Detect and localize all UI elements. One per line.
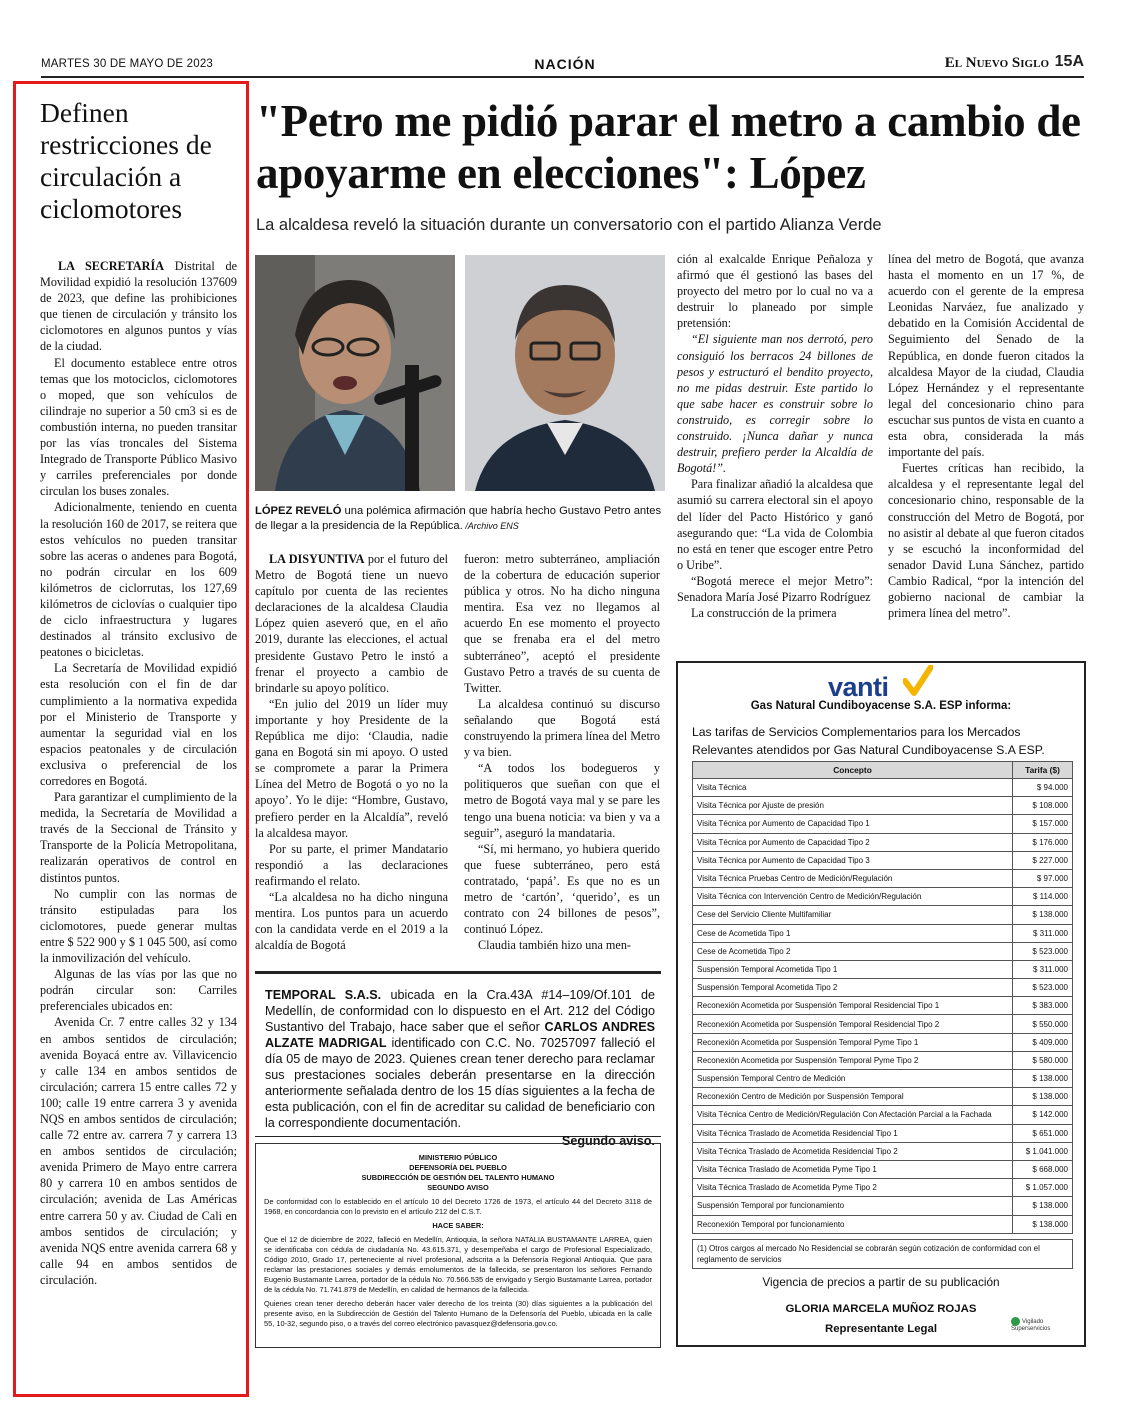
superservicios-icon xyxy=(1011,1317,1020,1326)
tariff-row xyxy=(693,997,1073,1015)
signer-role: Representante Legal xyxy=(824,1323,938,1335)
photo-caption: LÓPEZ REVELÓ una polémica afirmación que habría hecho Gustavo Petro antes de llegar a la presidencia de la República. /Archivo ENS xyxy=(255,505,662,532)
notice-temporal-sas: TEMPORAL S.A.S. ubicada en la Cra.43A #14–109/Of.101 de Medellín, de conformidad con lo dispuesto en el Art. 212 del Código Sustantivo del Trabajo, hace saber que el señor CARLOS ANDRES ALZATE MADRIGAL identificado con C.C. No. 70257097 falleció el día 05 de mayo de 2023. Quienes crean tener derecho para reclamar sus prestaciones sociales deberán presentarse en la dirección anteriormente señalada dentro de los 15 días siguientes a la fecha de esta publicación, con el fin de acreditar su calidad de beneficiario con la correspondiente documentación. Segundo aviso. xyxy=(255,971,661,1137)
vanti-intro: Las tarifas de Servicios Complementarios para los Mercados Relevantes atendidos por Gas Natural Cundiboyacense S.A ESP. xyxy=(692,725,1045,757)
tariff-concept: Visita Técnica Traslado de Acometida Residencial Tipo 2 xyxy=(693,1142,1013,1160)
notice-heading: SEGUNDO AVISO xyxy=(427,1183,489,1192)
tariff-concept: Visita Técnica Traslado de Acometida Residencial Tipo 1 xyxy=(693,1124,1013,1142)
tariff-row xyxy=(693,979,1073,997)
tariff-price: $ 668.000 xyxy=(1013,1160,1073,1178)
article-paragraph: La construcción de la primera xyxy=(691,606,837,621)
tariff-row xyxy=(693,1033,1073,1051)
tariff-price: $ 157.000 xyxy=(1013,815,1073,833)
tariff-price: $ 138.000 xyxy=(1013,1215,1073,1233)
vanti-tariff-ad xyxy=(676,661,1086,1347)
notice-signature: Segundo aviso. xyxy=(561,1134,655,1148)
sidebar-title: Definen restricciones de circulación a ciclomotores xyxy=(40,97,212,224)
article-paragraph: “Sí, mi hermano, yo hubiera querido que fuese subterráneo, pero está contratado, ‘papá’. Es que no es un metro de ‘cartón’, ‘querido’, es un contrato con 24 billones de pesos”, continuó López. xyxy=(464,841,660,937)
price-validity: Vigencia de precios a partir de su publicación xyxy=(762,1275,1000,1289)
tariff-price: $ 383.000 xyxy=(1013,997,1073,1015)
article-paragraph: Por su parte, el primer Mandatario respondió a las declaraciones reafirmando el relato. xyxy=(255,841,448,888)
tariff-price: $ 94.000 xyxy=(1013,779,1073,797)
tariff-price: $ 97.000 xyxy=(1013,869,1073,887)
tariff-row xyxy=(693,851,1073,869)
vanti-check-icon xyxy=(903,665,933,699)
tariff-note: (1) Otros cargos al mercado No Residencial se cobrarán según cotización de conformidad con el reglamento de servicios xyxy=(692,1239,1073,1269)
tariff-concept: Visita Técnica Traslado de Acometida Pyme Tipo 1 xyxy=(693,1160,1013,1178)
article-paragraph: La alcaldesa continuó su discurso señalando que Bogotá está construyendo la primera línea del Metro y va bien. xyxy=(464,696,660,760)
tariff-row xyxy=(693,797,1073,815)
tariff-concept: Reconexión Acometida por Suspensión Temporal Pyme Tipo 1 xyxy=(693,1033,1013,1051)
tariff-price: $ 138.000 xyxy=(1013,1070,1073,1088)
tariff-row xyxy=(693,1160,1073,1178)
tariff-row xyxy=(693,1197,1073,1215)
tariff-concept: Visita Técnica Centro de Medición/Regulación Con Afectación Parcial a la Fachada xyxy=(693,1106,1013,1124)
tariff-concept: Reconexión Acometida por Suspensión Temporal Residencial Tipo 1 xyxy=(693,997,1013,1015)
page-number: 15A xyxy=(1054,53,1084,70)
tariff-concept: Visita Técnica Traslado de Acometida Pyme Tipo 2 xyxy=(693,1179,1013,1197)
article-subhead: La alcaldesa reveló la situación durante un conversatorio con el partido Alianza Verde xyxy=(256,216,882,234)
tariff-price: $ 227.000 xyxy=(1013,851,1073,869)
sidebar-paragraph: Adicionalmente, teniendo en cuenta la resolución 160 de 2017, se reitera que estos vehículos no pueden transitar sobre las aceras o andenes para Bogotá, no podrán circular en los 609 kilómetros de ciclorrutas, los 127,69 kilómetros de ciclovías o cualquier tipo de ciclo infraestructura y lugares destinados al tránsito exclusivo de peatones o bicicletas. xyxy=(40,500,237,660)
tariff-concept: Cese de Acometida Tipo 2 xyxy=(693,942,1013,960)
sidebar-paragraph: La Secretaría de Movilidad expidió esta resolución con el fin de dar cumplimiento a la normativa expedida por el Ministerio de Transporte y aumentar la seguridad vial en los espacios peatonales y de circulación exclusiva o preferencial de los corredores en Bogotá. xyxy=(40,661,237,788)
notice-heading: MINISTERIO PÚBLICO xyxy=(418,1153,498,1162)
tariff-price: $ 142.000 xyxy=(1013,1106,1073,1124)
tariff-price: $ 114.000 xyxy=(1013,888,1073,906)
sidebar-paragraph: Avenida Cr. 7 entre calles 32 y 134 en ambos sentidos de circulación; avenida Boyacá entre av. Villavicencio y calle 134 en ambos sentidos de circulación; carrera 15 entre calles 72 y 100; calle 19 entre carrera 3 y avenida NQS en ambos sentidos de circulación; calle 72 entre av. carrera 7 y carrera 13 en ambos sentidos de circulación; avenida Primero de Mayo entre carrera 80 y carrera 10 en ambos sentidos de circulación; avenida de Las Américas entre carrera 50 y av. Ciudad de Cali en ambos sentidos de circulación; y avenida NQS entre avenida carrera 68 y calle 94 en ambos sentidos de circulación. xyxy=(40,1015,237,1287)
tariff-concept: Visita Técnica por Aumento de Capacidad Tipo 3 xyxy=(693,851,1013,869)
tariff-price: $ 108.000 xyxy=(1013,797,1073,815)
article-paragraph: Para finalizar añadió la alcaldesa que asumió su carrera electoral sin el apoyo del líder del Pacto Histórico y ganó asegurando que: “La vida de Colombia no está en tener que escoger entre Petro o Uribe”. xyxy=(677,477,873,572)
article-paragraph: LA DISYUNTIVA por el futuro del Metro de Bogotá tiene un nuevo capítulo por cuenta de las recientes declaraciones de la alcaldesa Claudia López quien aseveró que, en el año 2019, durante las elecciones, el actual presidente Gustavo Petro le instó a frenar el proyecto a cambio de brindarle su apoyo político. xyxy=(255,552,449,695)
sidebar-paragraph: El documento establece entre otros temas que los motociclos, ciclomotores o moped, que son vehículos de cilindraje no superior a 50 cm3 si es de combustión interna, no pueden transitar por las vías troncales del Sistema Integrado de Transporte Público Masivo y carriles preferenciales por donde circulan los buses zonales. xyxy=(40,355,237,499)
tariff-price: $ 550.000 xyxy=(1013,1015,1073,1033)
tariff-row xyxy=(693,888,1073,906)
notice-paragraph: Quienes crean tener derecho deberán hacer valer derecho de los treinta (30) días siguientes a la publicación del presente aviso, en la Subdirección de Gestión del Talento Humano de la Defensoría del Pueblo, ubicada en la calle 55, 10-32, segundo piso, o a través del correo electrónico pavasquez@defensoria.gov.co. xyxy=(264,1299,652,1328)
tariff-row xyxy=(693,1088,1073,1106)
tariff-concept: Cese del Servicio Cliente Multifamiliar xyxy=(693,906,1013,924)
issue-date: MARTES 30 DE MAYO DE 2023 xyxy=(41,58,214,70)
article-paragraph: “La alcaldesa no ha dicho ninguna mentira. Los puntos para un acuerdo con la candidata verde en el 2019 a la alcaldía de Bogotá xyxy=(255,889,448,953)
tariff-price: $ 138.000 xyxy=(1013,1088,1073,1106)
photo-credit: /Archivo ENS xyxy=(462,521,519,531)
tariff-header-concept: Concepto xyxy=(693,762,1013,779)
tariff-price: $ 1.041.000 xyxy=(1013,1142,1073,1160)
notice-defensoria xyxy=(255,1143,661,1348)
tariff-table xyxy=(692,761,1073,1234)
article-column-2 xyxy=(464,551,660,953)
tariff-concept: Suspensión Temporal Centro de Medición xyxy=(693,1070,1013,1088)
masthead-divider xyxy=(41,76,1084,78)
tariff-concept: Suspensión Temporal Acometida Tipo 1 xyxy=(693,960,1013,978)
tariff-row xyxy=(693,833,1073,851)
article-paragraph: “Bogotá merece el mejor Metro”: Senadora María José Pizarro Rodríguez xyxy=(677,573,873,604)
article-paragraph: fueron: metro subterráneo, ampliación de la cobertura de educación superior pública y otros. No ha dicho ninguna mentira. Esa vez no llegamos al acuerdo En ese momento el proyecto que se frenaba era el del metro subterráneo”, aceptó el presidente Gustavo Petro a través de su cuenta de Twitter. xyxy=(464,552,660,695)
vanti-logo: vanti xyxy=(828,672,889,702)
vanti-subtitle: Gas Natural Cundiboyacense S.A. ESP informa: xyxy=(750,700,1012,712)
tariff-concept: Reconexión Acometida por Suspensión Temporal Pyme Tipo 2 xyxy=(693,1051,1013,1069)
tariff-price: $ 311.000 xyxy=(1013,924,1073,942)
tariff-price: $ 311.000 xyxy=(1013,960,1073,978)
tariff-concept: Reconexión Temporal por funcionamiento xyxy=(693,1215,1013,1233)
tariff-price: $ 523.000 xyxy=(1013,942,1073,960)
tariff-concept: Reconexión Centro de Medición por Suspensión Temporal xyxy=(693,1088,1013,1106)
article-lead-in: LA DISYUNTIVA xyxy=(269,552,365,566)
tariff-concept: Visita Técnica con Intervención Centro de Medición/Regulación xyxy=(693,888,1013,906)
article-quote: “El siguiente man nos derrotó, pero consiguió los berracos 24 billones de pesos y estructuró el bendito proyecto, no me pidas destruir. Este partido lo que sabe hacer es construir sobre lo construido, es corregir sobre lo construido. ¡Nunca dañar y nunca destruir, prefiero perder la Alcaldía de Bogotá!”. xyxy=(677,332,873,476)
main-headline: "Petro me pidió parar el metro a cambio de apoyarme en elecciones": López xyxy=(256,96,1081,198)
sidebar-body xyxy=(40,258,237,1288)
article-column-4 xyxy=(888,251,1084,621)
article-paragraph: “En julio del 2019 un líder muy importante y hoy Presidente de la República me dijo: ‘Claudia, nadie gana en Bogotá sin mi apoyo. O usted se compromete a parar la Primera Línea del Metro de Bogotá o yo no la apoyo’. Yo le dije: “Hombre, Gustavo, prefiero perder en la Alcaldía”, reveló la alcaldesa mayor. xyxy=(255,696,448,840)
tariff-row xyxy=(693,906,1073,924)
tariff-row xyxy=(693,960,1073,978)
signer-name: GLORIA MARCELA MUÑOZ ROJAS xyxy=(785,1303,977,1315)
tariff-body xyxy=(693,779,1073,1234)
tariff-row xyxy=(693,779,1073,797)
notice-paragraph: De conformidad con lo establecido en el artículo 10 del Decreto 1726 de 1973, el artículo 44 del Decreto 3118 de 1968, en concordancia con lo previsto en el artículo 212 del C.S.T. xyxy=(264,1197,652,1216)
tariff-concept: Visita Técnica por Aumento de Capacidad Tipo 1 xyxy=(693,815,1013,833)
tariff-row xyxy=(693,1106,1073,1124)
notice-person: CARLOS ANDRES ALZATE MADRIGAL xyxy=(265,1020,655,1050)
vigilado-superservicios-logo: Vigilado Superservicios xyxy=(1011,1317,1050,1333)
section-name: NACIÓN xyxy=(534,56,596,72)
tariff-price: $ 1.057.000 xyxy=(1013,1179,1073,1197)
tariff-price: $ 138.000 xyxy=(1013,906,1073,924)
photo-claudia-lopez xyxy=(255,255,455,491)
tariff-concept: Cese de Acometida Tipo 1 xyxy=(693,924,1013,942)
newspaper-name: El Nuevo Siglo xyxy=(944,55,1049,71)
tariff-concept: Suspensión Temporal Acometida Tipo 2 xyxy=(693,979,1013,997)
article-paragraph: “A todos los bodegueros y politiqueros que sueñan con que el metro de Bogotá vaya mal y se pare les tengo una buena noticia: va bien y va a seguir”, aseguró la mandataria. xyxy=(464,761,660,840)
tariff-concept: Visita Técnica por Ajuste de presión xyxy=(693,797,1013,815)
notice-company: TEMPORAL S.A.S. xyxy=(265,988,382,1002)
notice-heading: HACE SABER: xyxy=(432,1221,484,1230)
tariff-price: $ 523.000 xyxy=(1013,979,1073,997)
notice-heading: SUBDIRECCIÓN DE GESTIÓN DEL TALENTO HUMANO xyxy=(361,1173,555,1182)
article-paragraph: Claudia también hizo una men- xyxy=(478,938,631,953)
sidebar-paragraph: No cumplir con las normas de tránsito estipuladas para los ciclomotores, puede generar multas entre $ 522 900 y $ 1 045 500, así como la inmovilización del vehículo. xyxy=(40,886,237,966)
tariff-row xyxy=(693,869,1073,887)
tariff-row xyxy=(693,1215,1073,1233)
tariff-price: $ 580.000 xyxy=(1013,1051,1073,1069)
article-column-3 xyxy=(677,251,873,621)
tariff-price: $ 138.000 xyxy=(1013,1197,1073,1215)
tariff-price: $ 176.000 xyxy=(1013,833,1073,851)
notice-heading: DEFENSORÍA DEL PUEBLO xyxy=(409,1163,507,1172)
tariff-row xyxy=(693,1124,1073,1142)
sidebar-paragraph: LA SECRETARÍA Distrital de Movilidad expidió la resolución 137609 de 2023, que define las prohibiciones que tienen de circulación y tránsito los ciclomotores en algunos puntos y vías de la ciudad. xyxy=(40,259,237,354)
sidebar-lead-in: LA SECRETARÍA xyxy=(58,259,165,273)
tariff-header-price: Tarifa ($) xyxy=(1013,762,1073,779)
tariff-concept: Suspensión Temporal por funcionamiento xyxy=(693,1197,1013,1215)
tariff-concept: Visita Técnica por Aumento de Capacidad Tipo 2 xyxy=(693,833,1013,851)
tariff-row xyxy=(693,1051,1073,1069)
sidebar-paragraph: Para garantizar el cumplimiento de la medida, la Secretaría de Movilidad a través de la Seccional de Tránsito y Transporte de la Policía Metropolitana, realizarán operativos de control en distintos puntos. xyxy=(40,790,237,885)
tariff-concept: Visita Técnica Pruebas Centro de Medición/Regulación xyxy=(693,869,1013,887)
article-paragraph: ción al exalcalde Enrique Peñaloza y afirmó que él gestionó las bases del proyecto del metro por lo cual no va a destruir lo planeado por simple pretensión: xyxy=(677,252,873,331)
tariff-row xyxy=(693,1142,1073,1160)
tariff-row xyxy=(693,1015,1073,1033)
tariff-header-row xyxy=(693,762,1073,779)
article-column-1 xyxy=(255,551,448,953)
tariff-concept: Reconexión Acometida por Suspensión Temporal Residencial Tipo 2 xyxy=(693,1015,1013,1033)
sidebar-paragraph: Algunas de las vías por las que no podrán circular son: Carriles preferenciales ubicados en: xyxy=(40,967,237,1014)
notice-paragraph: Que el 12 de diciembre de 2022, falleció en Medellín, Antioquia, la señora NATALIA BUSTAMANTE LARREA, quien se identificaba con cédula de ciudadanía No. 43.615.371, y desempeñaba el cargo de Profesional Especializado, Código 2010, Grado 17, perteneciente al nivel profesional, adscrita a la Defensoría Regional Antioquia. Que para reclamar las prestaciones sociales y demás emolumentos de la fallecida, se presentaron los señores Fernando Eugenio Bustamante Larrea, portador de la cédula No. 70.566.535 de envigado y Sergio Bustamante Larrea, portador de la cédula No. 71.741.879 de Medellín, en calidad de hermanos de la fallecida. xyxy=(264,1235,652,1294)
article-paragraph: Fuertes críticas han recibido, la alcaldesa y el representante legal del concesionario chino, responsable de la construcción del Metro de Bogotá, por no asistir al debate al que fueron citados y se escuchó la inconformidad del senador David Luna Sánchez, partido Cambio Radical, “por la intención del gobierno nacional de cambiar la primera línea del metro”. xyxy=(888,461,1084,621)
tariff-row xyxy=(693,1179,1073,1197)
tariff-row xyxy=(693,1070,1073,1088)
tariff-concept: Visita Técnica xyxy=(693,779,1013,797)
tariff-row xyxy=(693,815,1073,833)
tariff-price: $ 409.000 xyxy=(1013,1033,1073,1051)
tariff-row xyxy=(693,942,1073,960)
tariff-price: $ 651.000 xyxy=(1013,1124,1073,1142)
tariff-row xyxy=(693,924,1073,942)
article-paragraph: línea del metro de Bogotá, que avanza hasta el momento en un 17 %, de acuerdo con el gerente de la empresa Leonidas Narváez, fue analizado y debatido en la Comisión Accidental de Seguimiento del Senado de la República, en donde fueron citados la alcaldesa Mayor de la ciudad, Claudia López Hernández y el representante legal del concesionario chino para escuchar sus puntos de vista en cuanto a esta obra, considerada la más importante del país. xyxy=(888,252,1084,460)
photo-gustavo-petro xyxy=(465,255,665,491)
